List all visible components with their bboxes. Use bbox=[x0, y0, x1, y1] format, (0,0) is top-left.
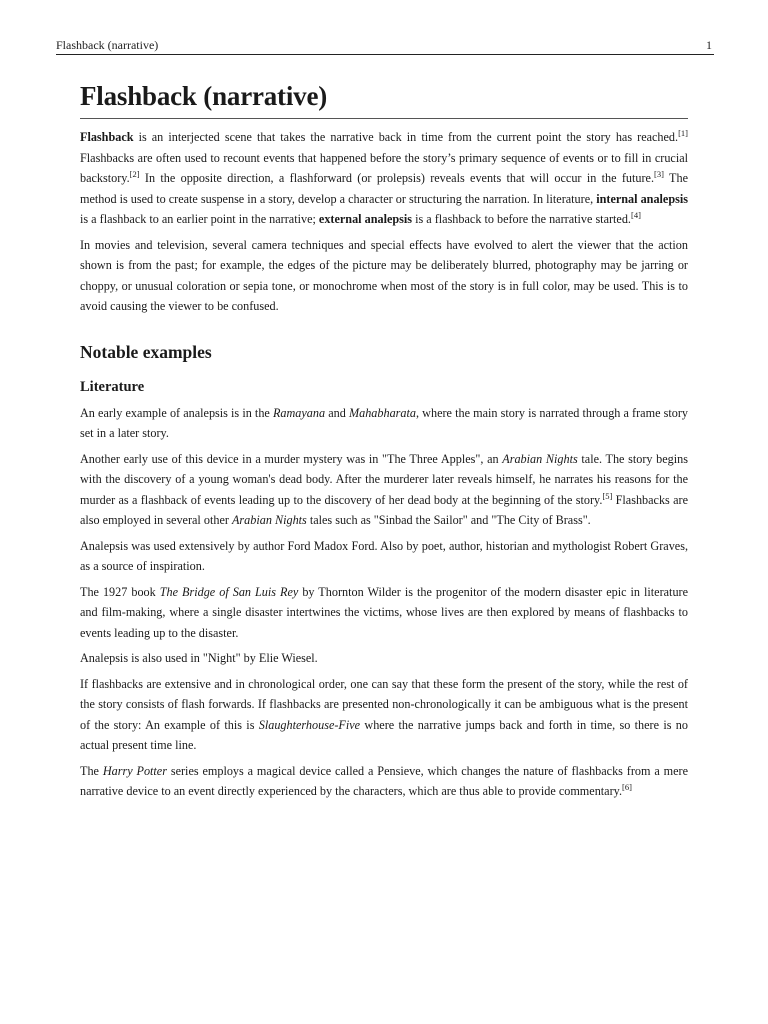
literature-paragraph-7: The Harry Potter series employs a magical device called a Pensieve, which changes the nature of flashbacks from a mere narrative device to an event directly experienced by the characters, which are thus able to provide commentary.[6] bbox=[80, 763, 688, 798]
page-title: Flashback (narrative) bbox=[80, 80, 688, 119]
literature-paragraph-5: Analepsis is also used in "Night" by Elie Wiesel. bbox=[80, 651, 318, 665]
page-number: 1 bbox=[706, 38, 712, 52]
intro-paragraph-1: Flashback is an interjected scene that takes the narrative back in time from the current point the story has reached.[1] Flashbacks are often used to recount events that happened before the story’s primary sequence of events or to fill in crucial backstory.[2] In the opposite direction, a flashforward (or prolepsis) reveals events that will occur in the future.[3] The method is used to create suspense in a story, develop a character or structuring the narration. In literature, internal analepsis is a flashback to an earlier point in the narrative; external analepsis is a flashback to before the narrative started.[4] bbox=[80, 127, 688, 226]
reference-link[interactable]: [2] bbox=[129, 168, 140, 179]
intro-paragraph-2: In movies and television, several camera techniques and special effects have evolved to alert the viewer that the action shown is from the past; for example, the edges of the picture may be deliberately blurred, photography may be jarring or choppy, or unusual coloration or sepia tone, or monochrome when most of the story is in full color, may be used. This is to avoid causing the viewer to be confused. bbox=[80, 237, 688, 313]
article-body bbox=[80, 80, 688, 807]
literature-paragraph-2: Another early use of this device in a murder mystery was in "The Three Apples", an Arabian Nights tale. The story begins with the discovery of a young woman's dead body. After the murderer later reveals himself, he narrates his reasons for the murder as a flashback of events leading up to the discovery of her dead body at the beginning of the story.[5] Flashbacks are also employed in several other Arabian Nights tales such as "Sinbad the Sailor" and "The City of Brass". bbox=[80, 451, 688, 527]
literature-paragraph-3: Analepsis was used extensively by author Ford Madox Ford. Also by poet, author, historian and mythologist Robert Graves, as a source of inspiration. bbox=[80, 538, 688, 573]
reference-link[interactable]: [5] bbox=[602, 490, 613, 501]
reference-link[interactable]: [3] bbox=[654, 168, 664, 179]
reference-link[interactable]: [4] bbox=[630, 209, 641, 220]
literature-paragraph-4: The 1927 book The Bridge of San Luis Rey by Thornton Wilder is the progenitor of the modern disaster epic in literature and film-making, where a single disaster intertwines the victims, whose lives are then explored by means of flashbacks to events leading up to the disaster. bbox=[80, 584, 689, 640]
running-header-title: Flashback (narrative) bbox=[56, 38, 159, 52]
term-external-analepsis: external analepsis bbox=[318, 212, 413, 226]
reference-link[interactable]: [6] bbox=[622, 781, 632, 792]
term-flashback: Flashback bbox=[80, 130, 134, 144]
literature-paragraph-1: An early example of analepsis is in the Ramayana and Mahabharata, where the main story is narrated through a frame story set in a later story. bbox=[80, 405, 688, 440]
reference-link[interactable]: [1] bbox=[678, 127, 688, 138]
running-header bbox=[56, 38, 714, 55]
subsection-heading-literature: Literature bbox=[80, 378, 145, 395]
section-heading-notable-examples: Notable examples bbox=[80, 341, 212, 362]
term-internal-analepsis: internal analepsis bbox=[596, 191, 688, 206]
literature-paragraph-6: If flashbacks are extensive and in chronological order, one can say that these form the present of the story, while the rest of the story consists of flash forwards. If flashbacks are presented non-chronologically it can be ambiguous what is the present of the story: An example of this is Slaughterhouse-Five where the narrative jumps back and forth in time, so there is no actual present time line. bbox=[80, 676, 688, 752]
